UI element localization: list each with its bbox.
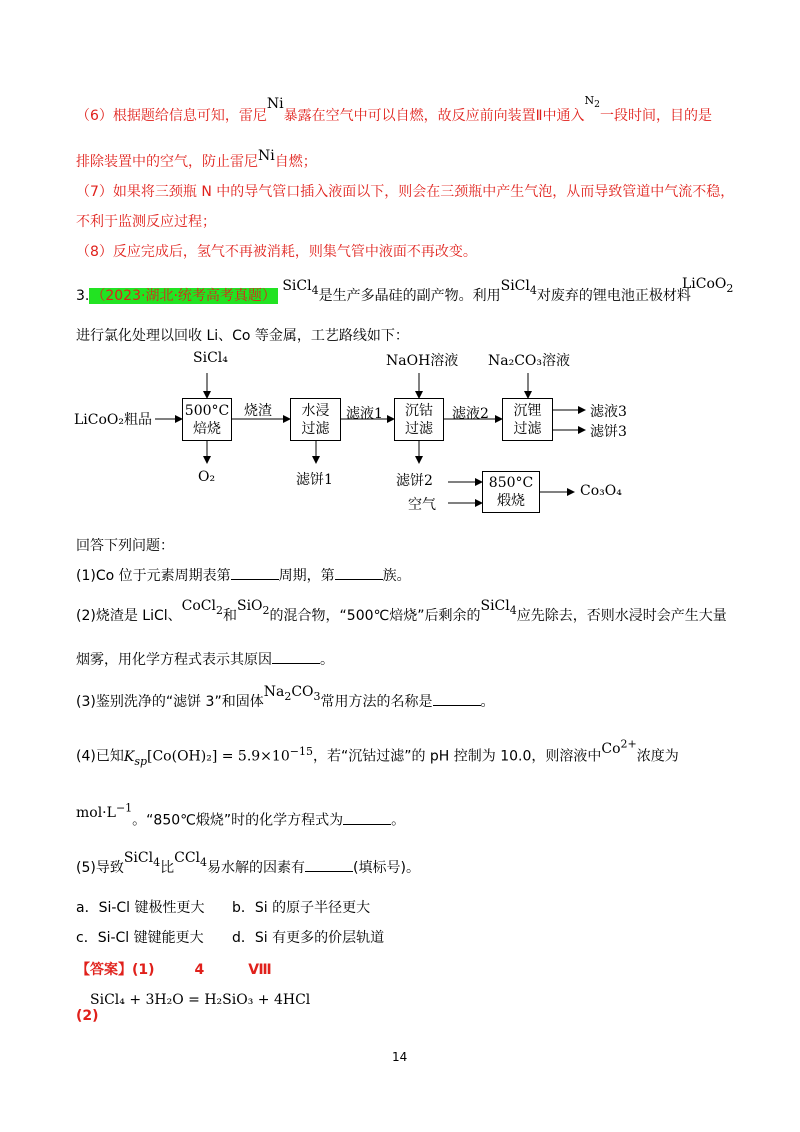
question-3: (3)鉴别洗净的“滤饼 3”和固体$Na_2CO_3$常用方法的名称是 。 xyxy=(76,684,495,710)
solution-6-line2: 排除装置中的空气，防止雷尼Ni自燃； xyxy=(76,148,317,170)
answer-blank[interactable] xyxy=(305,859,353,872)
answer-blank[interactable] xyxy=(343,812,391,825)
licoo2-raw-label: LiCoO₂粗品 xyxy=(74,412,153,428)
answer-blank[interactable] xyxy=(335,567,383,580)
solution-7-line1: （7）如果将三颈瓶 N 中的导气管口插入液面以下，则会在三颈瓶中产生气泡，从而导致管道中气流不稳， xyxy=(76,184,735,200)
answer-blank[interactable] xyxy=(272,651,320,664)
roast-500-box: 500°C 焙烧 xyxy=(182,398,232,441)
na2co3-input-label: Na₂CO₃溶液 xyxy=(488,353,571,369)
answer-blank[interactable] xyxy=(231,567,279,580)
solution-8: （8）反应完成后，氢气不再被消耗，则集气管中液面不再改变。 xyxy=(76,244,477,260)
answer-line1: 【答案】(1) 4 Ⅷ xyxy=(76,962,272,978)
question-1: (1)Co 位于元素周期表第 周期，第 族。 xyxy=(76,568,411,584)
question-5: (5)导致SiCl$_4$比CCl$_4$易水解的因素有 (填标号)。 xyxy=(76,850,420,876)
question-2-line1: (2)烧渣是 LiCl、CoCl$_2$和SiO$_2$的混合物，“500℃焙烧”后剩余的SiCl$_4$应先除去，否则水浸时会产生大量 xyxy=(76,598,727,624)
co-precip-box: 沉钴 过滤 xyxy=(394,398,444,441)
option-a: a．Si-Cl 键极性更大 xyxy=(76,900,205,916)
solution-7-line2: 不利于监测反应过程； xyxy=(76,214,216,230)
filter-cake-2-label: 滤饼2 xyxy=(396,473,433,489)
filtrate-1-label: 滤液1 xyxy=(346,406,383,422)
calcine-850-box: 850°C 煅烧 xyxy=(482,471,540,513)
option-b: b．Si 的原子半径更大 xyxy=(232,900,371,916)
page-number: 14 xyxy=(392,1050,408,1064)
questions-intro: 回答下列问题： xyxy=(76,538,174,554)
option-d: d．Si 有更多的价层轨道 xyxy=(232,930,385,946)
licoo2-formula: LiCoO$_2$ xyxy=(682,276,734,295)
question-4-line2: $mol\cdot L^{-1}$。“850℃煅烧”时的化学方程式为 。 xyxy=(76,801,406,829)
slag-label: 烧渣 xyxy=(244,403,272,419)
option-c: c．Si-Cl 键键能更大 xyxy=(76,930,204,946)
source-tag: （2023·湖北·统考高考真题） xyxy=(91,288,276,304)
question-3-line2: 进行氯化处理以回收 Li、Co 等金属，工艺路线如下： xyxy=(76,328,409,344)
question-4-line1: (4)已知$K_{sp}[Co(OH)_2] = 5.9\times 10^{-15}$，若“沉钴过滤”的 pH 控制为 10.0，则溶液中$Co^{2+}$浓度为 xyxy=(76,737,679,768)
filter-cake-1-label: 滤饼1 xyxy=(296,472,333,488)
solution-6-line1: （6）根据题给信息可知，雷尼Ni暴露在空气中可以自燃，故反应前向装置Ⅱ中通入$^{N_2}$一段时间，目的是 xyxy=(76,94,712,124)
answer-blank[interactable] xyxy=(433,693,481,706)
naoh-input-label: NaOH溶液 xyxy=(386,353,459,369)
sicl4-input-label: SiCl₄ xyxy=(193,350,228,366)
answer-equation: SiCl₄ + 3H₂O = H₂SiO₃ + 4HCl xyxy=(90,992,311,1008)
answer-number-2: (2) xyxy=(76,1008,99,1024)
li-precip-box: 沉锂 过滤 xyxy=(502,398,553,441)
water-leach-box: 水浸 过滤 xyxy=(290,398,341,441)
question-2-line2: 烟雾，用化学方程式表示其原因 。 xyxy=(76,652,334,668)
air-label: 空气 xyxy=(408,497,436,513)
filter-cake-3-label: 滤饼3 xyxy=(590,424,627,440)
filtrate-2-label: 滤液2 xyxy=(452,406,489,422)
filtrate-3-label: 滤液3 xyxy=(590,404,627,420)
co3o4-label: Co₃O₄ xyxy=(580,483,622,499)
o2-label: O₂ xyxy=(198,469,216,485)
question-3-header: 3. （2023·湖北·统考高考真题） SiCl$_4$是生产多晶硅的副产物。利用SiCl$_4$对废弃的锂电池正极材料 xyxy=(76,278,691,304)
